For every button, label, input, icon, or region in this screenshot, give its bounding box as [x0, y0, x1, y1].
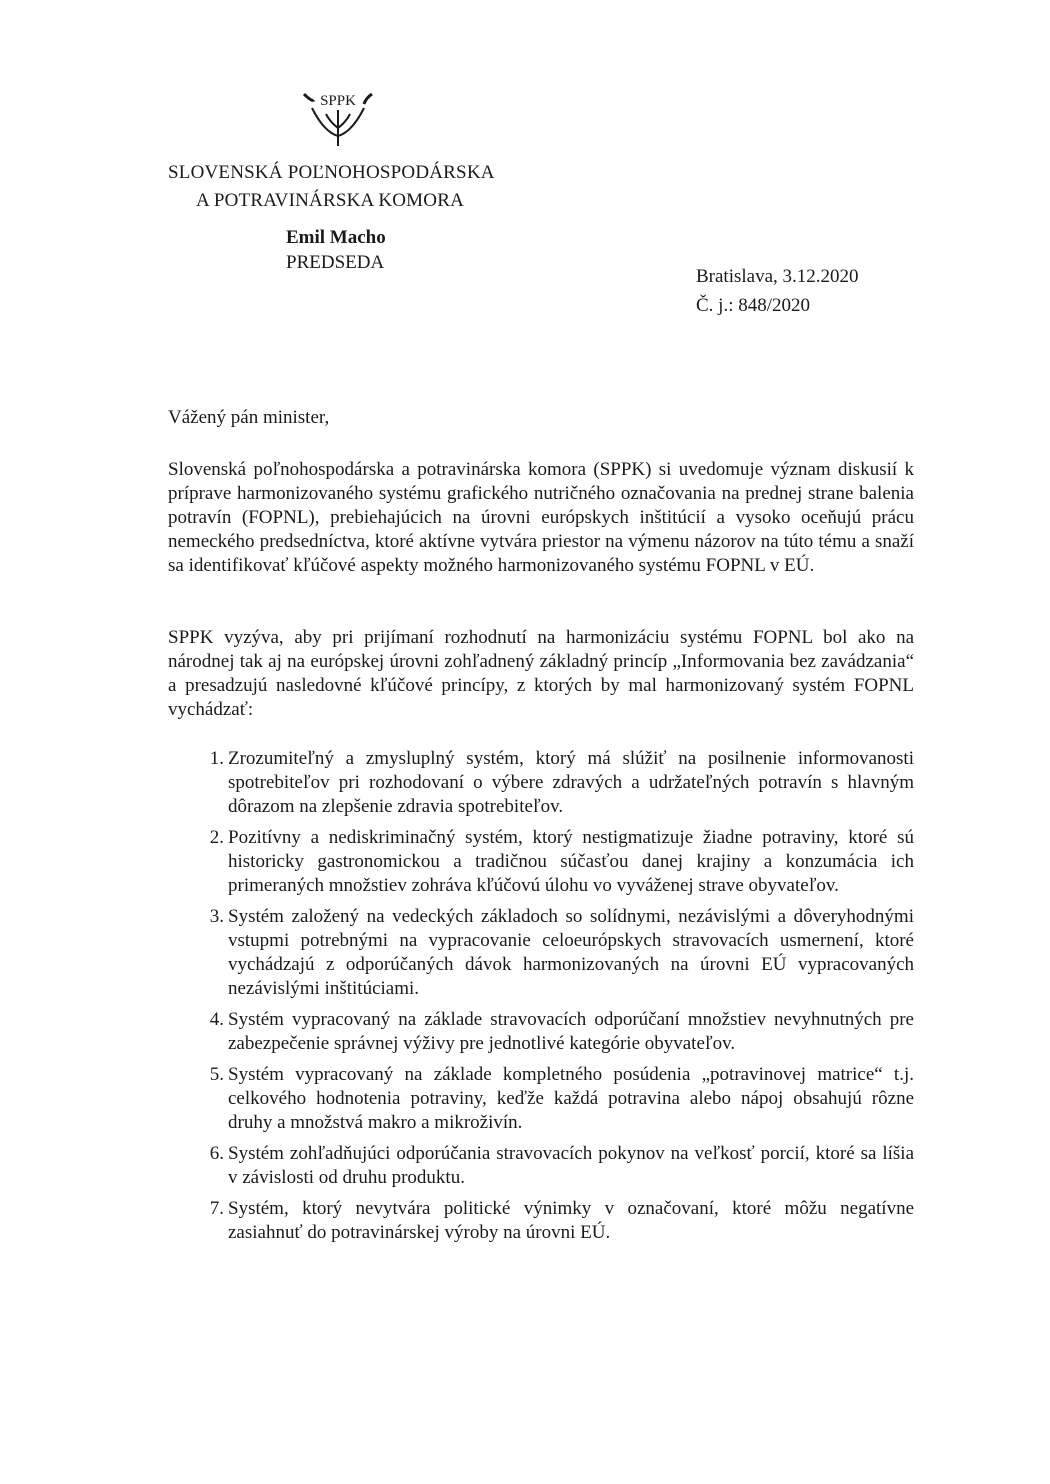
list-item-number: 1. — [209, 748, 224, 769]
list-item-number: 2. — [209, 827, 224, 848]
list-item — [209, 1197, 914, 1245]
list-item-text: Pozitívny a nediskriminačný systém, ktorý nestigmatizuje žiadne potraviny, ktoré sú historicky gastronomickou a tradičnou súčasťou danej krajiny a konzumácia ich primeraných množstiev zohráva kľúčovú úlohu vo vyváženej strave obyvateľov. — [228, 827, 914, 896]
org-name-line2: A POTRAVINÁRSKA KOMORA — [196, 190, 464, 211]
list-item — [209, 1063, 914, 1135]
list-item-number: 7. — [209, 1198, 224, 1219]
body-paragraph-2: SPPK vyzýva, aby pri prijímaní rozhodnutí na harmonizáciu systému FOPNL bol ako na národnej tak aj na európskej úrovni zohľadnený základný princíp „Informovania bez zavádzania“ a presadzujú nasledovné kľúčové princípy, z ktorých by mal harmonizovaný systém FOPNL vychádzať: — [168, 627, 914, 720]
org-name-line1: SLOVENSKÁ POĽNOHOSPODÁRSKA — [168, 162, 495, 183]
list-item — [209, 1008, 914, 1056]
list-item-text: Zrozumiteľný a zmysluplný systém, ktorý má slúžiť na posilnenie informovanosti spotrebiteľov pri rozhodovaní o výbere zdravých a udržateľných potravín s hlavným dôrazom na zlepšenie zdravia spotrebiteľov. — [228, 748, 914, 817]
list-item — [209, 1142, 914, 1190]
principles-list — [209, 747, 914, 1252]
place-date: Bratislava, 3.12.2020 — [696, 266, 859, 287]
list-item — [209, 747, 914, 819]
list-item-number: 4. — [209, 1009, 224, 1030]
sender-name: Emil Macho — [286, 227, 386, 248]
sppk-logo — [298, 88, 378, 148]
list-item-text: Systém vypracovaný na základe kompletného posúdenia „potravinovej matrice“ t.j. celkového hodnotenia potraviny, keďže každá potravina alebo nápoj obsahujú rôzne druhy a množstvá makro a mikroživín. — [228, 1064, 914, 1133]
list-item-number: 3. — [209, 906, 224, 927]
reference-number: Č. j.: 848/2020 — [696, 295, 811, 316]
sppk-logo-text: SPPK — [320, 93, 356, 109]
list-item-number: 6. — [209, 1143, 224, 1164]
list-item-text: Systém zohľadňujúci odporúčania stravovacích pokynov na veľkosť porcií, ktoré sa líšia v závislosti od druhu produktu. — [228, 1143, 914, 1188]
list-item-text: Systém, ktorý nevytvára politické výnimky v označovaní, ktoré môžu negatívne zasiahnuť do potravinárskej výroby na úrovni EÚ. — [228, 1198, 914, 1243]
sppk-logo-graphic — [298, 88, 378, 148]
body-paragraph-1: Slovenská poľnohospodárska a potravinárska komora (SPPK) si uvedomuje význam diskusií k príprave harmonizovaného systému grafického nutričného označovania na prednej strane balenia potravín (FOPNL), prebiehajúcich na úrovni európskych inštitúcií a vysoko oceňujú prácu nemeckého predsedníctva, ktoré aktívne vytvára priestor na výmenu názorov na túto tému a snaží sa identifikovať kľúčové aspekty možného harmonizovaného systému FOPNL v EÚ. — [168, 459, 914, 576]
list-item — [209, 826, 914, 898]
list-item-text: Systém vypracovaný na základe stravovacích odporúčaní množstiev nevyhnutných pre zabezpečenie správnej výživy pre jednotlivé kategórie obyvateľov. — [228, 1009, 914, 1054]
list-item-text: Systém založený na vedeckých základoch so solídnymi, nezávislými a dôveryhodnými vstupmi potrebnými na vypracovanie celoeurópskych stravovacích usmernení, ktoré vychádzajú z odporúčaných dávok harmonizovaných na úrovni EÚ vypracovaných nezávislými inštitúciami. — [228, 906, 914, 999]
list-item — [209, 905, 914, 1001]
list-item-number: 5. — [209, 1064, 224, 1085]
sender-title: PREDSEDA — [286, 252, 385, 273]
salutation: Vážený pán minister, — [168, 407, 330, 428]
